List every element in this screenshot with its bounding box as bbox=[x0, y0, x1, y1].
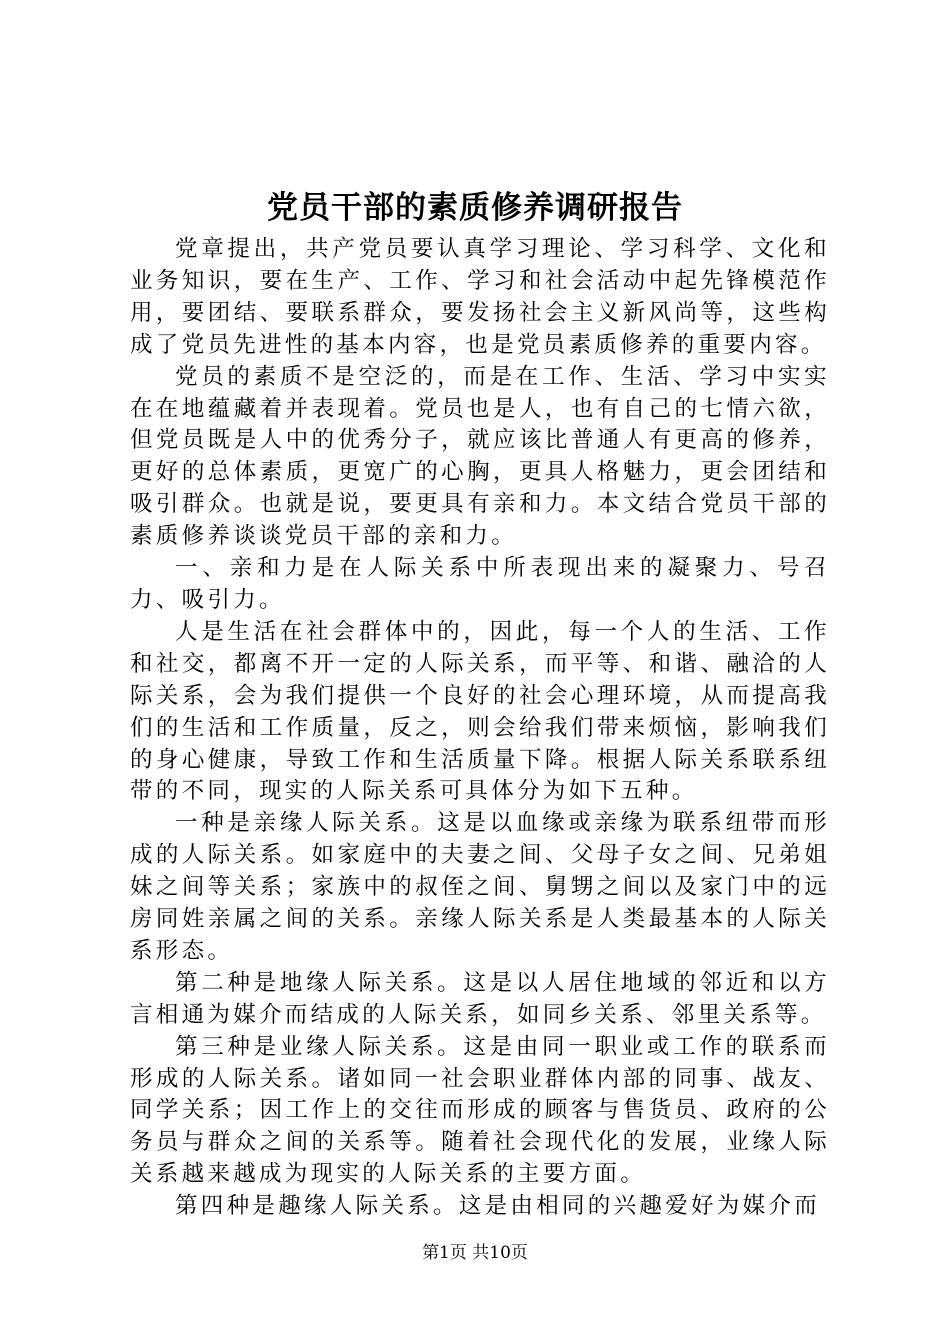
paragraph-6: 第二种是地缘人际关系。这是以人居住地域的邻近和以方言相通为媒介而结成的人际关系，如同乡关系、邻里关系等。 bbox=[130, 969, 830, 1028]
page-footer: 第1页 共10页 bbox=[422, 1243, 528, 1263]
paragraph-4: 人是生活在社会群体中的，因此，每一个人的生活、工作和社交，都离不开一定的人际关系，而平等、和谐、融洽的人际关系，会为我们提供一个良好的社会心理环境，从而提高我们的生活和工作质量，反之，则会给我们带来烦恼，影响我们的身心健康，导致工作和生活质量下降。根据人际关系联系纽带的不同，现实的人际关系可具体分为如下五种。 bbox=[130, 618, 830, 805]
paragraph-2: 党员的素质不是空泛的，而是在工作、生活、学习中实实在在地蕴藏着并表现着。党员也是人，也有自己的七情六欲，但党员既是人中的优秀分子，就应该比普通人有更高的修养，更好的总体素质，更宽广的心胸，更具人格魅力，更会团结和吸引群众。也就是说，要更具有亲和力。本文结合党员干部的素质修养谈谈党员干部的亲和力。 bbox=[130, 363, 830, 550]
paragraph-1: 党章提出，共产党员要认真学习理论、学习科学、文化和业务知识，要在生产、工作、学习和社会活动中起先锋模范作用，要团结、要联系群众，要发扬社会主义新风尚等，这些构成了党员先进性的基本内容，也是党员素质修养的重要内容。 bbox=[130, 236, 830, 358]
document-body bbox=[130, 234, 830, 1223]
paragraph-7: 第三种是业缘人际关系。这是由同一职业或工作的联系而形成的人际关系。诸如同一社会职业群体内部的同事、战友、同学关系；因工作上的交往而形成的顾客与售货员、政府的公务员与群众之间的关系等。随着社会现代化的发展，业缘人际关系越来越成为现实的人际关系的主要方面。 bbox=[130, 1033, 830, 1188]
paragraph-5: 一种是亲缘人际关系。这是以血缘或亲缘为联系纽带而形成的人际关系。如家庭中的夫妻之间、父母子女之间、兄弟姐妹之间等关系；家族中的叔侄之间、舅甥之间以及家门中的远房同姓亲属之间的关系。亲缘人际关系是人类最基本的人际关系形态。 bbox=[130, 810, 830, 964]
paragraph-3: 一、亲和力是在人际关系中所表现出来的凝聚力、号召力、吸引力。 bbox=[130, 555, 830, 613]
document-title: 党员干部的素质修养调研报告 bbox=[267, 190, 683, 226]
paragraph-8: 第四种是趣缘人际关系。这是由相同的兴趣爱好为媒介而 bbox=[175, 1193, 821, 1220]
